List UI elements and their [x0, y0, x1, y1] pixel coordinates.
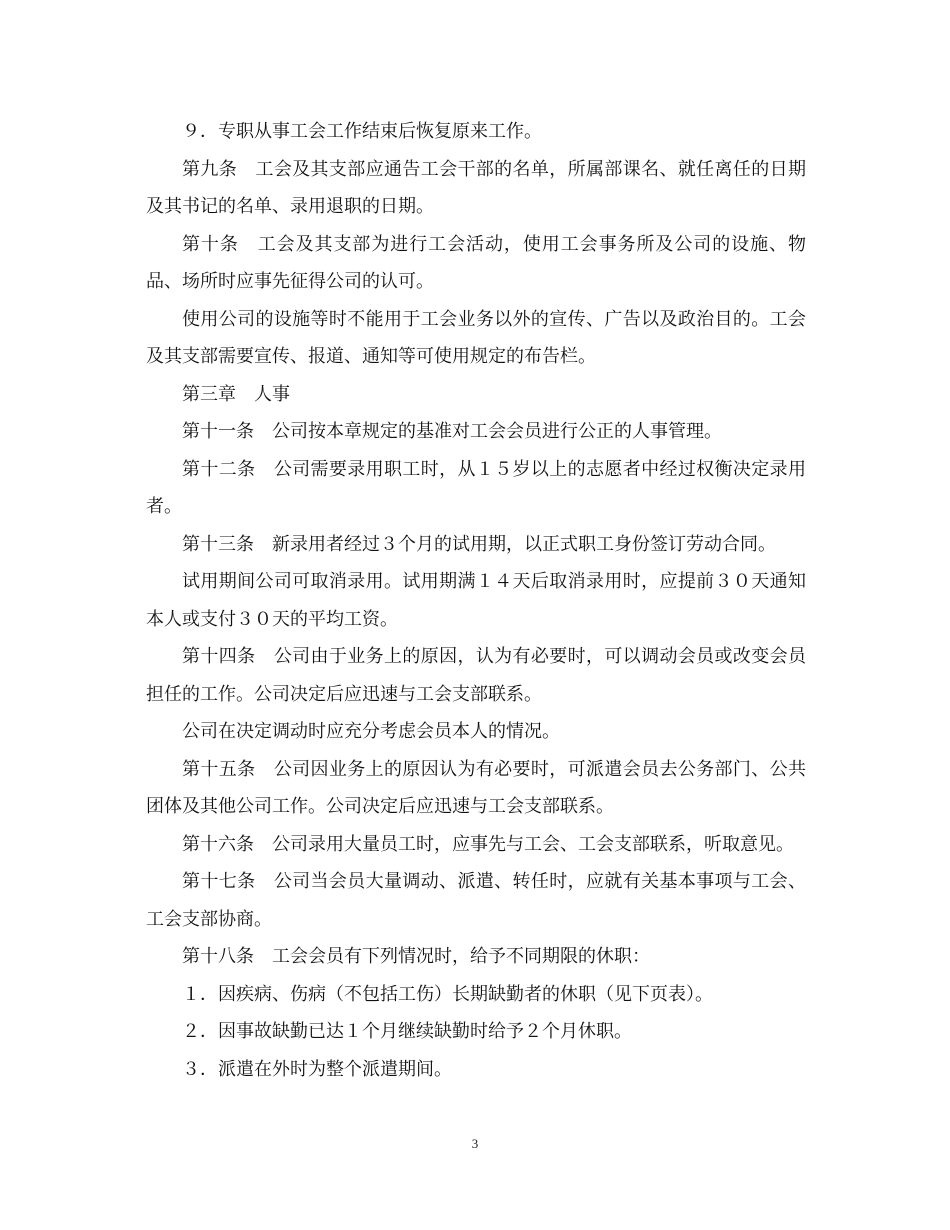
paragraph-article-13: 第十三条 新录用者经过３个月的试用期，以正式职工身份签订劳动合同。: [182, 533, 776, 555]
chapter-heading: 第三章 人事: [182, 383, 290, 405]
list-item-3: ３．派遣在外时为整个派遣期间。: [182, 1058, 452, 1080]
page-number: 3: [471, 1136, 479, 1151]
list-item-1: １．因疾病、伤病（不包括工伤）长期缺勤者的休职（见下页表）。: [182, 983, 713, 1005]
paragraph-facility-use: 使用公司的设施等时不能用于工会业务以外的宣传、广告以及政治目的。工会及其支部需要宣传、报道、通知等可使用规定的布告栏。: [146, 308, 806, 367]
paragraph-article-12: 第十二条 公司需要录用职工时，从１５岁以上的志愿者中经过权衡决定录用者。: [146, 458, 806, 517]
paragraph-probation: 试用期间公司可取消录用。试用期满１４天后取消录用时，应提前３０天通知本人或支付３０天的平均工资。: [146, 571, 806, 630]
paragraph-article-18: 第十八条 工会会员有下列情况时，给予不同期限的休职：: [182, 946, 650, 967]
paragraph-transfer-consideration: 公司在决定调动时应充分考虑会员本人的情况。: [182, 721, 560, 742]
paragraph-article-14: 第十四条 公司由于业务上的原因，认为有必要时，可以调动会员或改变会员担任的工作。公司决定后应迅速与工会支部联系。: [146, 646, 806, 705]
paragraph-article-15: 第十五条 公司因业务上的原因认为有必要时，可派遣会员去公务部门、公共团体及其他公司工作。公司决定后应迅速与工会支部联系。: [146, 758, 806, 817]
paragraph-article-16: 第十六条 公司录用大量员工时，应事先与工会、工会支部联系，听取意见。: [182, 833, 794, 855]
list-item-2: ２．因事故缺勤已达１个月继续缺勤时给予２个月休职。: [182, 1021, 632, 1042]
document-body: [146, 113, 806, 1088]
paragraph-article-17: 第十七条 公司当会员大量调动、派遣、转任时，应就有关基本事项与工会、工会支部协商。: [146, 871, 806, 930]
paragraph-article-9: 第九条 工会及其支部应通告工会干部的名单，所属部课名、就任离任的日期及其书记的名单、录用退职的日期。: [146, 158, 806, 217]
paragraph-item-9: ９．专职从事工会工作结束后恢复原来工作。: [182, 121, 542, 142]
paragraph-article-11: 第十一条 公司按本章规定的基准对工会会员进行公正的人事管理。: [182, 421, 722, 442]
paragraph-article-10: 第十条 工会及其支部为进行工会活动，使用工会事务所及公司的设施、物品、场所时应事先征得公司的认可。: [146, 233, 806, 292]
